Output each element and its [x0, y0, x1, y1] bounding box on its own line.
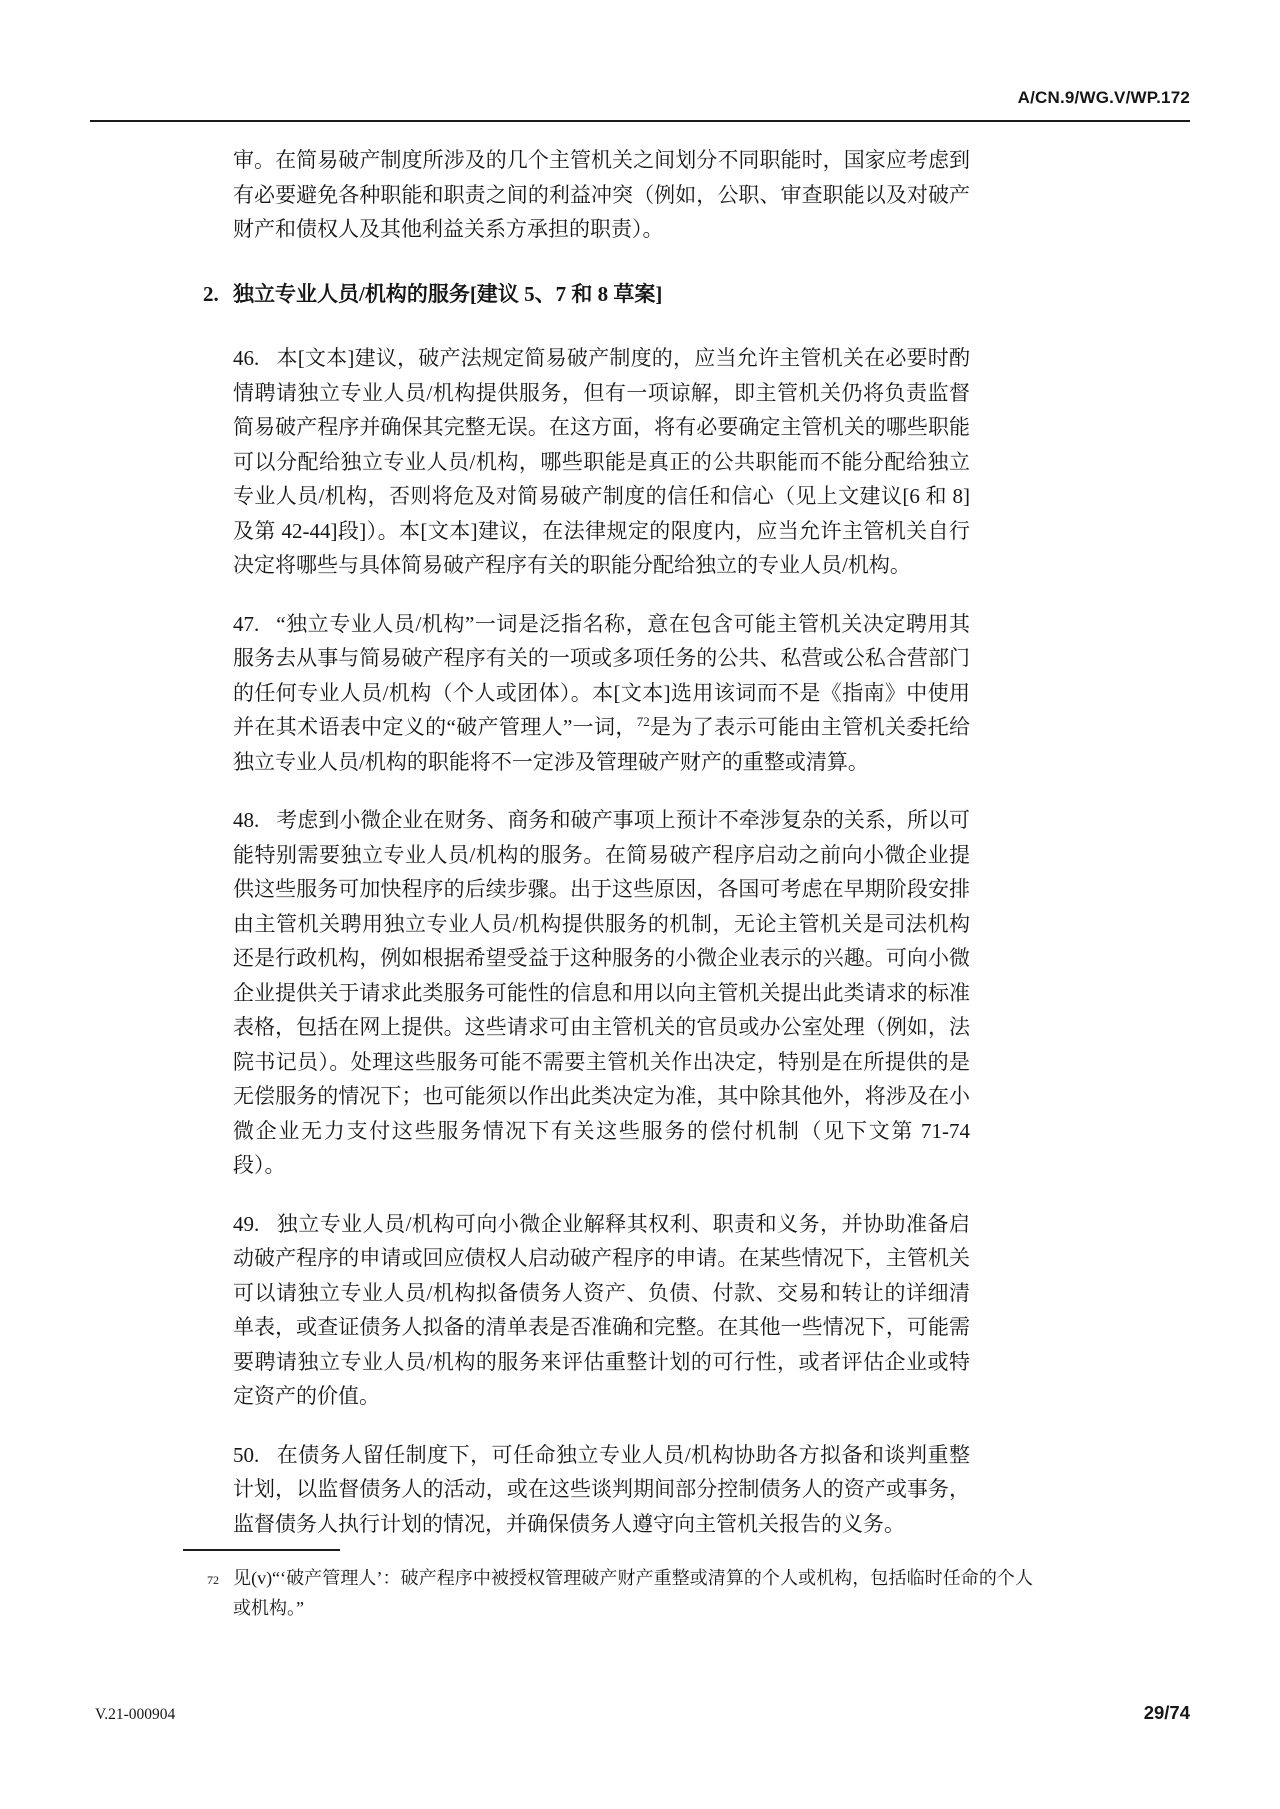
footer-document-number: V.21-000904 — [95, 1706, 176, 1723]
paragraph-47-number: 47. — [233, 611, 260, 636]
paragraph-47-text-before-ref: “独立专业人员/机构”一词是泛指名称，意在包含可能主管机关决定聘用其服务去从事与简易破产程序有关的一项或多项任务的公共、私营或公私合营部门的任何专业人员/机构（个人或团体）。本[文本]选用该词而不是《指南》中使用并在其术语表中定义的“破产管理人”一词， — [233, 611, 970, 739]
footnote-area — [207, 1549, 1033, 1623]
header-document-symbol: A/CN.9/WG.V/WP.172 — [1017, 88, 1190, 107]
paragraph-48-text: 考虑到小微企业在财务、商务和破产事项上预计不牵涉复杂的关系，所以可能特别需要独立专业人员/机构的服务。在简易破产程序启动之前向小微企业提供这些服务可加快程序的后续步骤。出于这些原因，各国可考虑在早期阶段安排由主管机关聘用独立专业人员/机构提供服务的机制，无论主管机关是司法机构还是行政机构，例如根据希望受益于这种服务的小微企业表示的兴趣。可向小微企业提供关于请求此类服务可能性的信息和用以向主管机关提出此类请求的标准表格，包括在网上提供。这些请求可由主管机关的官员或办公室处理（例如，法院书记员）。处理这些服务可能不需要主管机关作出决定，特别是在所提供的是无偿服务的情况下；也可能须以作出此类决定为准，其中除其他外，将涉及在小微企业无力支付这些服务情况下有关这些服务的偿付机制（见下文第 71-74 段）。 — [233, 808, 970, 1177]
continuation-paragraph-text: 审。在简易破产制度所涉及的几个主管机关之间划分不同职能时，国家应考虑到有必要避免各种职能和职责之间的利益冲突（例如，公职、审查职能以及对破产财产和债权人及其他利益关系方承担的职责）。 — [233, 148, 970, 241]
paragraph-50-number: 50. — [233, 1442, 260, 1467]
paragraph-49-text: 独立专业人员/机构可向小微企业解释其权利、职责和义务，并协助准备启动破产程序的申请或回应债权人启动破产程序的申请。在某些情况下，主管机关可以请独立专业人员/机构拟备债务人资产、负债、付款、交易和转让的详细清单表，或查证债务人拟备的清单表是否准确和完整。在其他一些情况下，可能需要聘请独立专业人员/机构的服务来评估重整计划的可行性，或者评估企业或特定资产的价值。 — [233, 1211, 970, 1408]
footnote-72-text: 见(v)“‘破产管理人’：破产程序中被授权管理破产财产重整或清算的个人或机构，包括临时任命的个人或机构。” — [233, 1568, 1033, 1618]
footnote-72 — [207, 1563, 1033, 1623]
section-title: 独立专业人员/机构的服务[建议 5、7 和 8 草案] — [233, 281, 663, 306]
paragraph-48-number: 48. — [233, 808, 260, 832]
footnote-72-number: 72 — [207, 1573, 219, 1587]
paragraph-47 — [233, 607, 970, 780]
document-body — [203, 143, 1033, 1623]
paragraph-46-number: 46. — [233, 346, 260, 370]
paragraph-50 — [233, 1438, 970, 1542]
footnote-reference-72: 72 — [636, 714, 650, 729]
footer-page-number: 29/74 — [1143, 1702, 1190, 1723]
section-heading — [203, 277, 970, 312]
header-rule — [90, 120, 1190, 122]
paragraph-49-number: 49. — [233, 1211, 260, 1236]
continuation-paragraph — [233, 143, 970, 247]
paragraph-46 — [233, 341, 970, 583]
paragraph-49 — [233, 1207, 970, 1414]
paragraph-46-text: 本[文本]建议，破产法规定简易破产制度的，应当允许主管机关在必要时酌情聘请独立专业人员/机构提供服务，但有一项谅解，即主管机关仍将负责监督简易破产程序并确保其完整无误。在这方面，将有必要确定主管机关的哪些职能可以分配给独立专业人员/机构，哪些职能是真正的公共职能而不能分配给独立专业人员/机构，否则将危及对简易破产制度的信任和信心（见上文建议[6 和 8]及第 42-44]段]）。本[文本]建议，在法律规定的限度内，应当允许主管机关自行决定将哪些与具体简易破产程序有关的职能分配给独立的专业人员/机构。 — [233, 346, 970, 577]
footnote-separator-rule — [183, 1549, 340, 1551]
paragraph-50-text: 在债务人留任制度下，可任命独立专业人员/机构协助各方拟备和谈判重整计划，以监督债务人的活动，或在这些谈判期间部分控制债务人的资产或事务，监督债务人执行计划的情况，并确保债务人遵守向主管机关报告的义务。 — [233, 1442, 970, 1536]
paragraph-47-text-after-ref: 是为了表示可能由主管机关委托给独立专业人员/机构的职能将不一定涉及管理破产财产的重整或清算。 — [233, 715, 970, 774]
section-number: 2. — [203, 281, 219, 306]
paragraph-48 — [233, 803, 970, 1183]
